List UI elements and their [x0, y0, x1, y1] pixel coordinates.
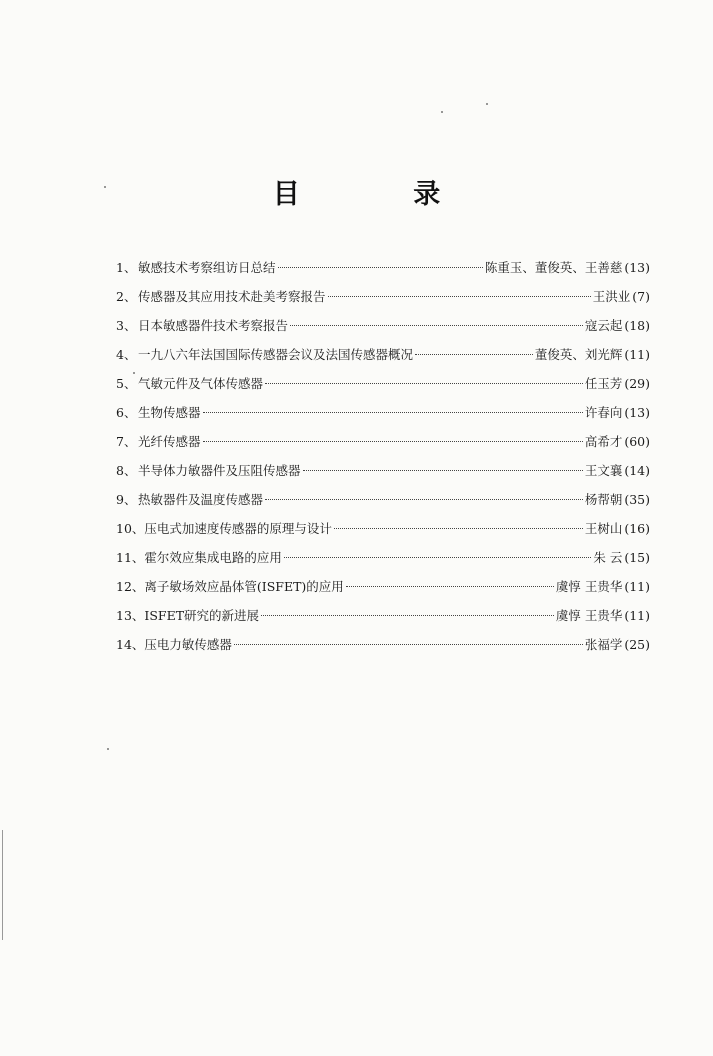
toc-entry	[116, 345, 650, 374]
toc-entry-author: 董俊英、刘光辉	[534, 347, 623, 362]
toc-entry-number: 14、	[116, 637, 145, 652]
toc-entry-number: 9、	[116, 492, 137, 507]
toc-entry	[116, 403, 650, 432]
toc-entry-number: 4、	[116, 347, 137, 362]
toc-entry-author: 许春向	[584, 405, 623, 420]
toc-entry-page: (15)	[624, 550, 650, 565]
toc-entry-title: 热敏器件及温度传感器	[138, 492, 264, 507]
toc-entry-title: 光纤传感器	[138, 434, 201, 449]
toc-entry	[116, 548, 650, 577]
scan-speck	[133, 372, 135, 374]
scan-edge-line	[2, 830, 3, 940]
toc-entry-page: (18)	[624, 318, 650, 333]
toc-entry-author: 陈重玉、董俊英、王善慈	[484, 260, 623, 275]
toc-entry	[116, 316, 650, 345]
toc-entry-number: 6、	[116, 405, 137, 420]
toc-entry-number: 12、	[116, 579, 145, 594]
toc-entry-author: 高希才	[584, 434, 623, 449]
toc-entry-title: 离子敏场效应晶体管(ISFET)的应用	[144, 579, 344, 594]
toc-entry-page: (11)	[624, 579, 650, 594]
toc-entry-title: 霍尔效应集成电路的应用	[144, 550, 282, 565]
toc-dot-leader	[303, 470, 583, 471]
toc-entry-title: ISFET研究的新进展	[144, 608, 260, 623]
toc-entry-number: 7、	[116, 434, 137, 449]
toc-entry-author: 张福学	[584, 637, 623, 652]
toc-entry-author: 任玉芳	[584, 376, 623, 391]
toc-entry-title: 敏感技术考察组访日总结	[138, 260, 276, 275]
toc-entry-title: 半导体力敏器件及压阻传感器	[138, 463, 301, 478]
toc-entry-page: (29)	[624, 376, 650, 391]
toc-entry-title: 日本敏感器件技术考察报告	[138, 318, 289, 333]
toc-dot-leader	[234, 644, 583, 645]
page-title: 目 录	[272, 179, 493, 210]
toc-entry-title: 压电力敏传感器	[144, 637, 232, 652]
toc-entry	[116, 577, 650, 606]
toc-entry	[116, 432, 650, 461]
toc-entry-title: 一九八六年法国国际传感器会议及法国传感器概况	[138, 347, 414, 362]
toc-entry-page: (7)	[632, 289, 650, 304]
toc-entry-page: (16)	[624, 521, 650, 536]
toc-entry-author: 虞惇 王贵华	[555, 608, 623, 623]
toc-entry-page: (35)	[624, 492, 650, 507]
scan-speck	[441, 111, 443, 113]
toc-entry-page: (13)	[624, 405, 650, 420]
toc-entry-number: 10、	[116, 521, 145, 536]
toc-entry-number: 3、	[116, 318, 137, 333]
toc-entry-author: 寇云起	[584, 318, 623, 333]
toc-dot-leader	[203, 412, 583, 413]
toc-dot-leader	[278, 267, 483, 268]
toc-entry-author: 王文襄	[584, 463, 623, 478]
toc-dot-leader	[261, 615, 554, 616]
toc-entry	[116, 374, 650, 403]
toc-entry-number: 13、	[116, 608, 145, 623]
toc-entry	[116, 635, 650, 664]
scan-speck	[107, 748, 109, 750]
toc-entry-page: (11)	[624, 608, 650, 623]
toc-entry-author: 王树山	[584, 521, 623, 536]
toc-dot-leader	[203, 441, 583, 442]
toc-entry-author: 朱 云	[593, 550, 623, 565]
scan-speck	[104, 186, 106, 188]
toc-entry-author: 虞惇 王贵华	[555, 579, 623, 594]
toc-entry-page: (25)	[624, 637, 650, 652]
toc-entry	[116, 258, 650, 287]
toc-entry-number: 1、	[116, 260, 137, 275]
toc-entry-page: (14)	[624, 463, 650, 478]
toc-dot-leader	[284, 557, 591, 558]
toc-dot-leader	[265, 499, 583, 500]
toc-entry-number: 11、	[116, 550, 145, 565]
toc-entry-title: 传感器及其应用技术赴美考察报告	[138, 289, 326, 304]
toc-entry-title: 生物传感器	[138, 405, 201, 420]
toc-entry-page: (13)	[624, 260, 650, 275]
toc-entry	[116, 287, 650, 316]
toc-entry-number: 5、	[116, 376, 137, 391]
toc-entry	[116, 461, 650, 490]
toc-entry-number: 8、	[116, 463, 137, 478]
toc-entry-page: (11)	[624, 347, 650, 362]
toc-dot-leader	[265, 383, 583, 384]
toc-entry	[116, 606, 650, 635]
toc-entry	[116, 519, 650, 548]
toc-entry	[116, 490, 650, 519]
toc-entry-page: (60)	[624, 434, 650, 449]
toc-entry-number: 2、	[116, 289, 137, 304]
table-of-contents	[116, 258, 650, 664]
toc-dot-leader	[290, 325, 583, 326]
toc-dot-leader	[346, 586, 554, 587]
toc-entry-author: 王洪业	[592, 289, 631, 304]
toc-entry-author: 杨帮朝	[584, 492, 623, 507]
scan-speck	[486, 103, 488, 105]
toc-dot-leader	[334, 528, 583, 529]
toc-entry-title: 压电式加速度传感器的原理与设计	[144, 521, 332, 536]
toc-dot-leader	[415, 354, 533, 355]
toc-entry-title: 气敏元件及气体传感器	[138, 376, 264, 391]
toc-dot-leader	[328, 296, 591, 297]
